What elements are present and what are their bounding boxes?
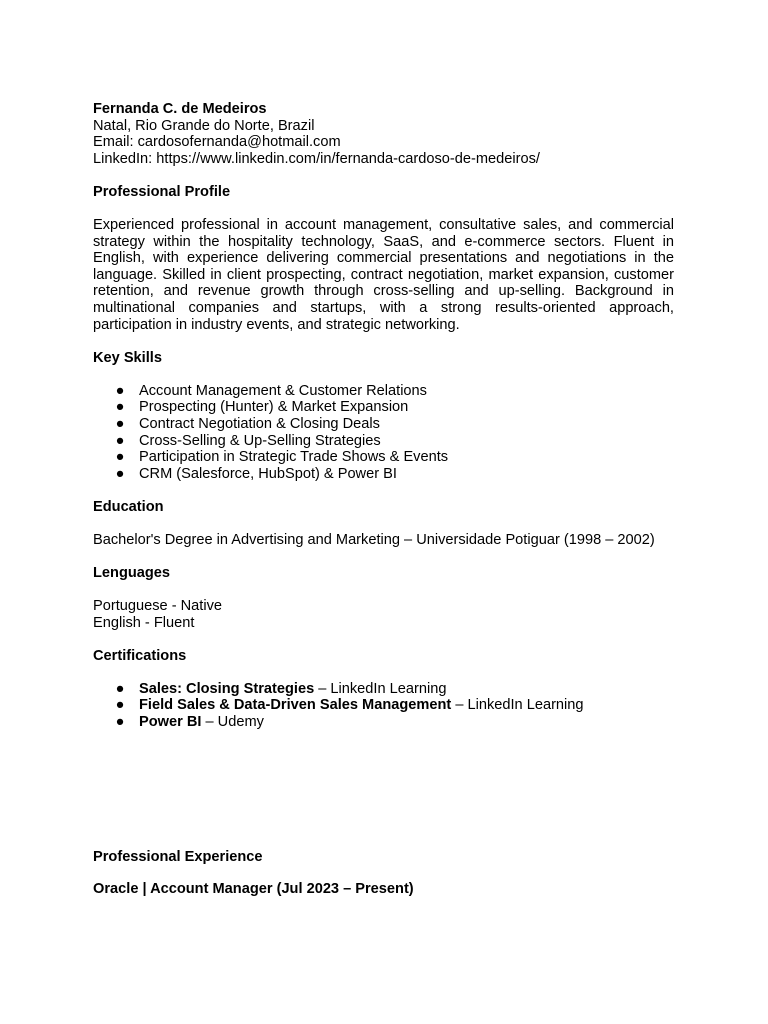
skill-label: Account Management & Customer Relations	[139, 382, 427, 399]
list-item	[93, 466, 674, 483]
list-item	[93, 433, 674, 450]
certification-title: Sales: Closing Strategies	[139, 680, 315, 697]
skill-label: Contract Negotiation & Closing Deals	[139, 415, 380, 432]
profile-heading: Professional Profile	[93, 184, 231, 201]
certification-source: – Udemy	[201, 714, 264, 731]
bullet-icon: ●	[115, 697, 125, 714]
languages-section	[93, 565, 674, 631]
bullet-icon: ●	[115, 714, 125, 731]
profile-section	[93, 184, 674, 333]
education-text: Bachelor's Degree in Advertising and Marketing – Universidade Potiguar (1998 – 2002)	[93, 531, 655, 548]
contact-header	[93, 101, 674, 167]
certification-source: – LinkedIn Learning	[314, 680, 447, 697]
candidate-name: Fernanda C. de Medeiros	[93, 101, 267, 117]
languages-heading: Lenguages	[93, 565, 171, 582]
bullet-icon: ●	[115, 415, 125, 432]
list-item	[93, 697, 674, 714]
skill-label: Participation in Strategic Trade Shows & Events	[139, 449, 449, 466]
list-item	[93, 416, 674, 433]
list-item	[93, 681, 674, 698]
skills-section	[93, 350, 674, 482]
skill-label: Cross-Selling & Up-Selling Strategies	[139, 432, 381, 449]
skill-label: Prospecting (Hunter) & Market Expansion	[139, 399, 409, 416]
certification-title: Power BI	[139, 714, 202, 731]
candidate-location: Natal, Rio Grande do Norte, Brazil	[93, 117, 315, 134]
candidate-email: Email: cardosofernanda@hotmail.com	[93, 134, 341, 151]
list-item	[93, 714, 674, 731]
experience-section	[93, 849, 674, 898]
bullet-icon: ●	[115, 449, 125, 466]
language-item: Portuguese - Native	[93, 598, 222, 615]
page-spacer	[93, 731, 674, 849]
experience-heading: Professional Experience	[93, 848, 263, 865]
bullet-icon: ●	[115, 382, 125, 399]
education-heading: Education	[93, 499, 164, 516]
profile-text: Experienced professional in account management, consultative sales, and commercial strategy within the hospitality technology, SaaS, and e-commerce sectors. Fluent in English, with experience delivering commercial presentations and negotiations in the language. Skilled in client prospecting, contract negotiation, market expansion, customer retention, and revenue growth through cross-selling and up-selling. Background in multinational companies and startups, with a strong results-oriented approach, participation in industry events, and strategic networking.	[93, 216, 674, 333]
experience-role-title: Oracle | Account Manager (Jul 2023 – Present)	[93, 881, 414, 898]
bullet-icon: ●	[115, 465, 125, 482]
skill-label: CRM (Salesforce, HubSpot) & Power BI	[139, 465, 397, 482]
bullet-icon: ●	[115, 399, 125, 416]
resume-content	[93, 101, 674, 898]
education-section	[93, 499, 674, 548]
bullet-icon: ●	[115, 432, 125, 449]
bullet-icon: ●	[115, 680, 125, 697]
certification-title: Field Sales & Data-Driven Sales Management	[139, 697, 452, 714]
candidate-linkedin: LinkedIn: https://www.linkedin.com/in/fernanda-cardoso-de-medeiros/	[93, 150, 540, 167]
skills-heading: Key Skills	[93, 350, 162, 367]
certifications-heading: Certifications	[93, 648, 187, 665]
list-item	[93, 383, 674, 400]
language-item: English - Fluent	[93, 614, 195, 631]
skills-list	[93, 383, 674, 483]
certification-source: – LinkedIn Learning	[451, 697, 584, 714]
certifications-list	[93, 681, 674, 731]
certifications-section	[93, 648, 674, 730]
list-item	[93, 449, 674, 466]
list-item	[93, 399, 674, 416]
